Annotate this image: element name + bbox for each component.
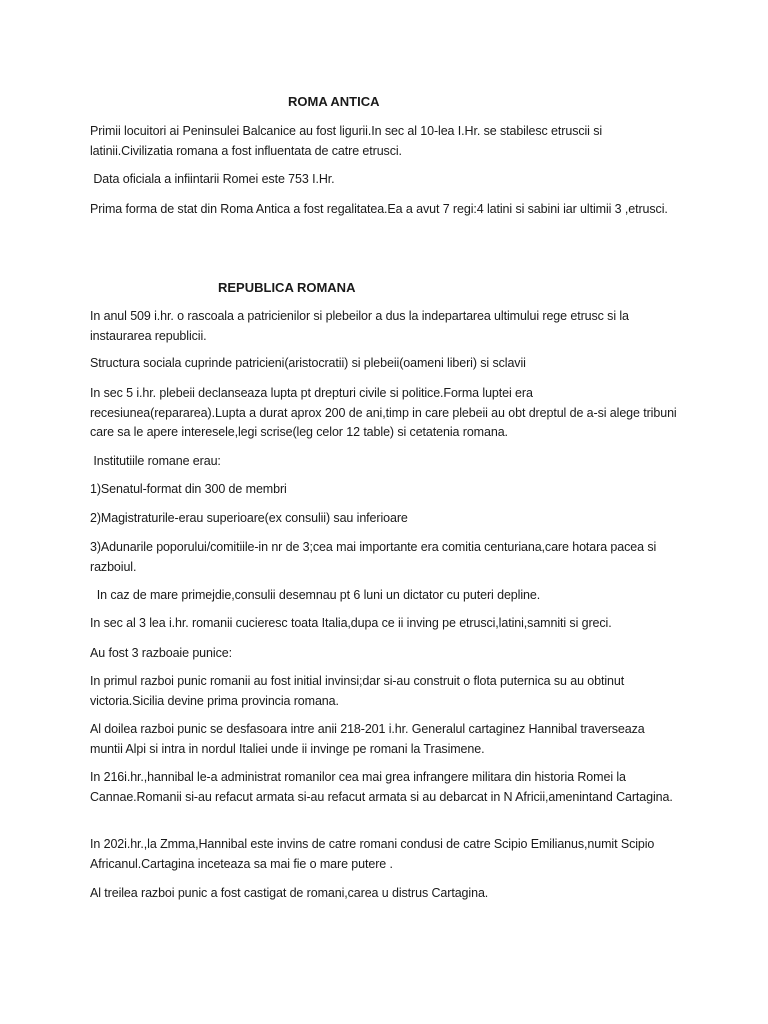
paragraph-plebeian-struggle: In sec 5 i.hr. plebeii declanseaza lupta pt drepturi civile si politice.Forma luptei era recesiunea(repararea).Lupta a durat aprox 200 de ani,timp in care plebeii au obt dreptul de a-si alege tribuni care sa le apere interesele,legi scrise(leg celor 12 table) si cetatenia romana. [90,386,677,439]
list-item-magistracies: 2)Magistraturile-erau superioare(ex consulii) sau inferioare [90,511,408,525]
paragraph-founding-date: Data oficiala a infiintarii Romei este 753 I.Hr. [90,172,335,186]
paragraph-institutions-intro: Institutiile romane erau: [90,454,221,468]
paragraph-third-punic-war: Al treilea razboi punic a fost castigat de romani,carea u distrus Cartagina. [90,886,489,900]
paragraph-cannae: In 216i.hr.,hannibal le-a administrat romanilor cea mai grea infrangere militara din historia Romei la Cannae.Romanii si-au refacut armata si-au refacut armata si au debarcat in N Africii,amenintand Cartagina. [90,770,673,804]
paragraph-social-structure: Structura sociala cuprinde patricieni(aristocratii) si plebeii(oameni liberi) si sclavii [90,356,526,370]
paragraph-first-inhabitants: Primii locuitori ai Peninsulei Balcanice au fost ligurii.In sec al 10-lea I.Hr. se stabilesc etruscii si latinii.Civilizatia romana a fost influentata de catre etrusci. [90,124,603,158]
section-title: REPUBLICA ROMANA [218,280,356,295]
paragraph-italy-conquest: In sec al 3 lea i.hr. romanii cucieresc toata Italia,dupa ce ii inving pe etrusci,latini,samniti si greci. [90,616,612,630]
paragraph-first-punic-war: In primul razboi punic romanii au fost initial invinsi;dar si-au construit o flota puternica su au obtinut victoria.Sicilia devine prima provincia romana. [90,674,625,708]
paragraph-first-state-form: Prima forma de stat din Roma Antica a fost regalitatea.Ea a avut 7 regi:4 latini si sabini iar ultimii 3 ,etrusci. [90,202,668,216]
paragraph-republic-founding: In anul 509 i.hr. o rascoala a patricienilor si plebeilor a dus la indepartarea ultimului rege etrusc si la instaurarea republicii. [90,309,629,343]
paragraph-dictator: In caz de mare primejdie,consulii desemnau pt 6 luni un dictator cu puteri depline. [90,588,541,602]
list-item-assemblies: 3)Adunarile poporului/comitiile-in nr de 3;cea mai importante era comitia centuriana,care hotara pacea si razboiul. [90,540,657,574]
paragraph-punic-wars-intro: Au fost 3 razboaie punice: [90,646,232,660]
list-item-senate: 1)Senatul-format din 300 de membri [90,482,287,496]
paragraph-second-punic-war: Al doilea razboi punic se desfasoara intre anii 218-201 i.hr. Generalul cartaginez Hannibal traverseaza muntii Alpi si intra in nordul Italiei unde ii invinge pe romani la Trasimene. [90,722,645,756]
paragraph-zama: In 202i.hr.,la Zmma,Hannibal este invins de catre romani condusi de catre Scipio Emilianus,numit Scipio Africanul.Cartagina inceteaza sa mai fie o mare putere . [90,837,655,871]
document-title: ROMA ANTICA [288,94,380,109]
